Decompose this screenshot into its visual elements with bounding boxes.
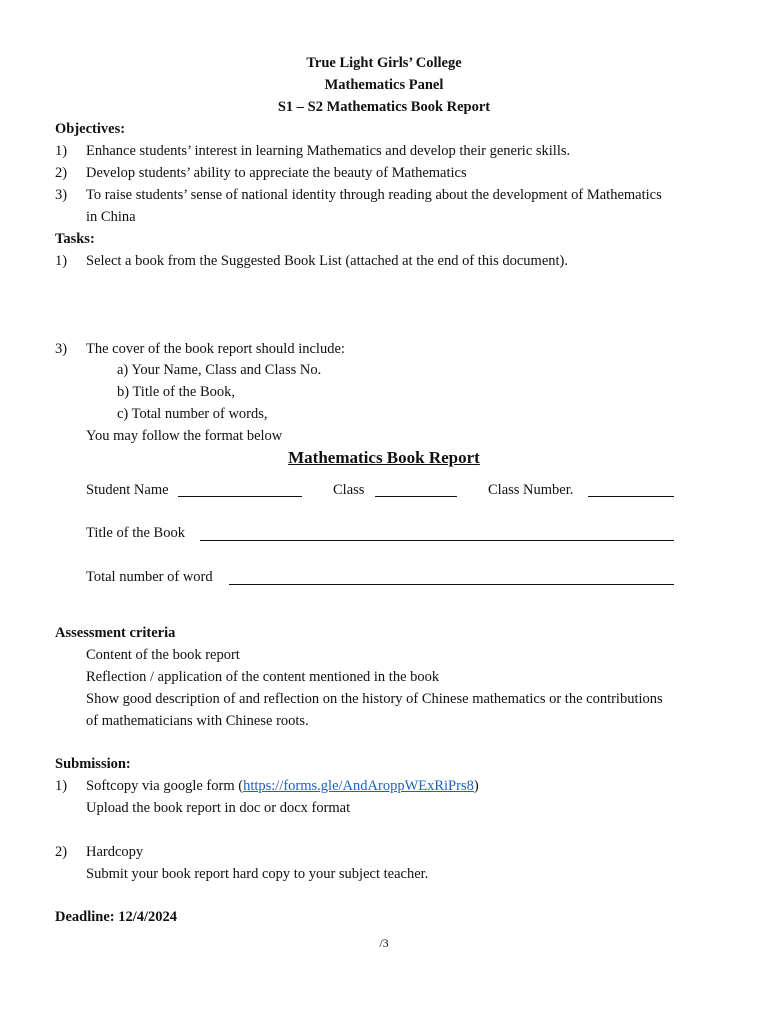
page-number: /3 — [379, 936, 389, 950]
objective-3-number: 3) — [55, 187, 68, 203]
panel-name: Mathematics Panel — [324, 77, 444, 93]
google-form-link[interactable]: https://forms.gle/AndAroppWExRiPrs8 — [243, 778, 474, 794]
deadline: Deadline: 12/4/2024 — [55, 909, 178, 925]
submission-heading: Submission: — [55, 756, 131, 772]
softcopy-note: Upload the book report in doc or docx format — [86, 800, 351, 816]
tasks-heading: Tasks: — [55, 231, 95, 247]
book-title-label: Title of the Book — [86, 525, 185, 541]
hardcopy-note: Submit your book report hard copy to your subject teacher. — [86, 866, 429, 882]
class-number-line — [588, 496, 674, 497]
softcopy-prefix: Softcopy via google form ( — [86, 778, 244, 794]
submission-2-number: 2) — [55, 844, 68, 860]
word-count-line — [229, 584, 674, 585]
softcopy-line — [86, 777, 479, 795]
assessment-heading: Assessment criteria — [55, 625, 176, 641]
task-3-number: 3) — [55, 341, 68, 357]
assessment-item-2: Reflection / application of the content mentioned in the book — [86, 669, 440, 685]
task-1-number: 1) — [55, 253, 68, 269]
task-3-sub-b: b) Title of the Book, — [117, 384, 236, 400]
school-name: True Light Girls’ College — [306, 55, 462, 71]
objective-1-text: Enhance students’ interest in learning Mathematics and develop their generic skills. — [86, 143, 571, 159]
hardcopy-label: Hardcopy — [86, 844, 144, 860]
assessment-item-3: Show good description of and reflection on the history of Chinese mathematics or the contributions — [86, 691, 663, 707]
book-title-line — [200, 540, 674, 541]
assessment-item-3-cont: of mathematicians with Chinese roots. — [86, 713, 309, 729]
class-line — [375, 496, 457, 497]
document-title: S1 – S2 Mathematics Book Report — [277, 99, 491, 115]
objective-2-text: Develop students’ ability to appreciate the beauty of Mathematics — [86, 165, 467, 181]
task-3-text: The cover of the book report should include: — [86, 341, 345, 357]
objective-3-text-cont: in China — [86, 209, 136, 225]
student-name-line — [178, 496, 302, 497]
objective-1-number: 1) — [55, 143, 68, 159]
softcopy-suffix: ) — [473, 778, 479, 794]
class-label: Class — [333, 482, 365, 498]
assessment-item-1: Content of the book report — [86, 647, 240, 663]
task-3-sub-a: a) Your Name, Class and Class No. — [117, 362, 322, 378]
objective-3-text: To raise students’ sense of national identity through reading about the development of Mathematics — [86, 187, 662, 203]
class-number-label: Class Number. — [488, 482, 574, 498]
task-3-sub-c: c) Total number of words, — [117, 406, 268, 422]
word-count-label: Total number of word — [86, 569, 213, 585]
objectives-heading: Objectives: — [55, 121, 126, 137]
student-name-label: Student Name — [86, 482, 169, 498]
task-3-follow: You may follow the format below — [86, 428, 283, 444]
objective-2-number: 2) — [55, 165, 68, 181]
submission-1-number: 1) — [55, 778, 68, 794]
form-title: Mathematics Book Report — [288, 448, 480, 467]
task-1-text: Select a book from the Suggested Book List (attached at the end of this document). — [86, 253, 569, 269]
